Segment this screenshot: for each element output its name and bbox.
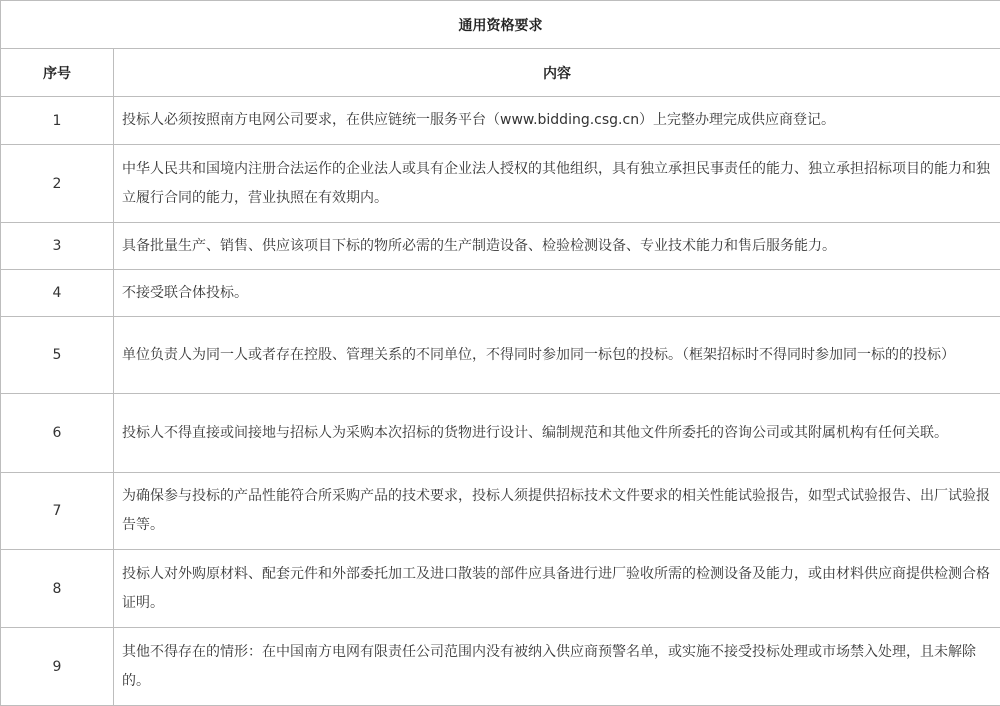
caption-row: [1, 1, 1000, 49]
table-row: [1, 394, 1000, 473]
row-index: 1: [1, 97, 114, 145]
row-index: 8: [1, 550, 114, 628]
row-content: 其他不得存在的情形：在中国南方电网有限责任公司范围内没有被纳入供应商预警名单，或实施不接受投标处理或市场禁入处理，且未解除的。: [114, 628, 1000, 706]
column-header-content: 内容: [114, 49, 1000, 97]
row-index: 9: [1, 628, 114, 706]
row-index: 2: [1, 145, 114, 223]
row-index: 4: [1, 270, 114, 317]
row-content: 中华人民共和国境内注册合法运作的企业法人或具有企业法人授权的其他组织，具有独立承担民事责任的能力、独立承担招标项目的能力和独立履行合同的能力，营业执照在有效期内。: [114, 145, 1000, 223]
row-index: 3: [1, 223, 114, 270]
row-content: 投标人必须按照南方电网公司要求，在供应链统一服务平台（www.bidding.csg.cn）上完整办理完成供应商登记。: [114, 97, 1000, 145]
table-row: [1, 550, 1000, 628]
table-row: [1, 145, 1000, 223]
row-index: 5: [1, 317, 114, 394]
column-header-index: 序号: [1, 49, 114, 97]
table-caption: 通用资格要求: [1, 1, 1000, 49]
table-row: [1, 223, 1000, 270]
row-index: 7: [1, 473, 114, 550]
row-content: 投标人对外购原材料、配套元件和外部委托加工及进口散装的部件应具备进行进厂验收所需的检测设备及能力，或由材料供应商提供检测合格证明。: [114, 550, 1000, 628]
row-content: 单位负责人为同一人或者存在控股、管理关系的不同单位，不得同时参加同一标包的投标。（框架招标时不得同时参加同一标的的投标）: [114, 317, 1000, 394]
row-content: 投标人不得直接或间接地与招标人为采购本次招标的货物进行设计、编制规范和其他文件所委托的咨询公司或其附属机构有任何关联。: [114, 394, 1000, 473]
table-row: [1, 628, 1000, 706]
row-content: 为确保参与投标的产品性能符合所采购产品的技术要求，投标人须提供招标技术文件要求的相关性能试验报告，如型式试验报告、出厂试验报告等。: [114, 473, 1000, 550]
table-row: [1, 473, 1000, 550]
header-row: [1, 49, 1000, 97]
table-row: [1, 317, 1000, 394]
row-content: 具备批量生产、销售、供应该项目下标的物所必需的生产制造设备、检验检测设备、专业技术能力和售后服务能力。: [114, 223, 1000, 270]
row-content: 不接受联合体投标。: [114, 270, 1000, 317]
row-index: 6: [1, 394, 114, 473]
table-row: [1, 97, 1000, 145]
table-row: [1, 270, 1000, 317]
